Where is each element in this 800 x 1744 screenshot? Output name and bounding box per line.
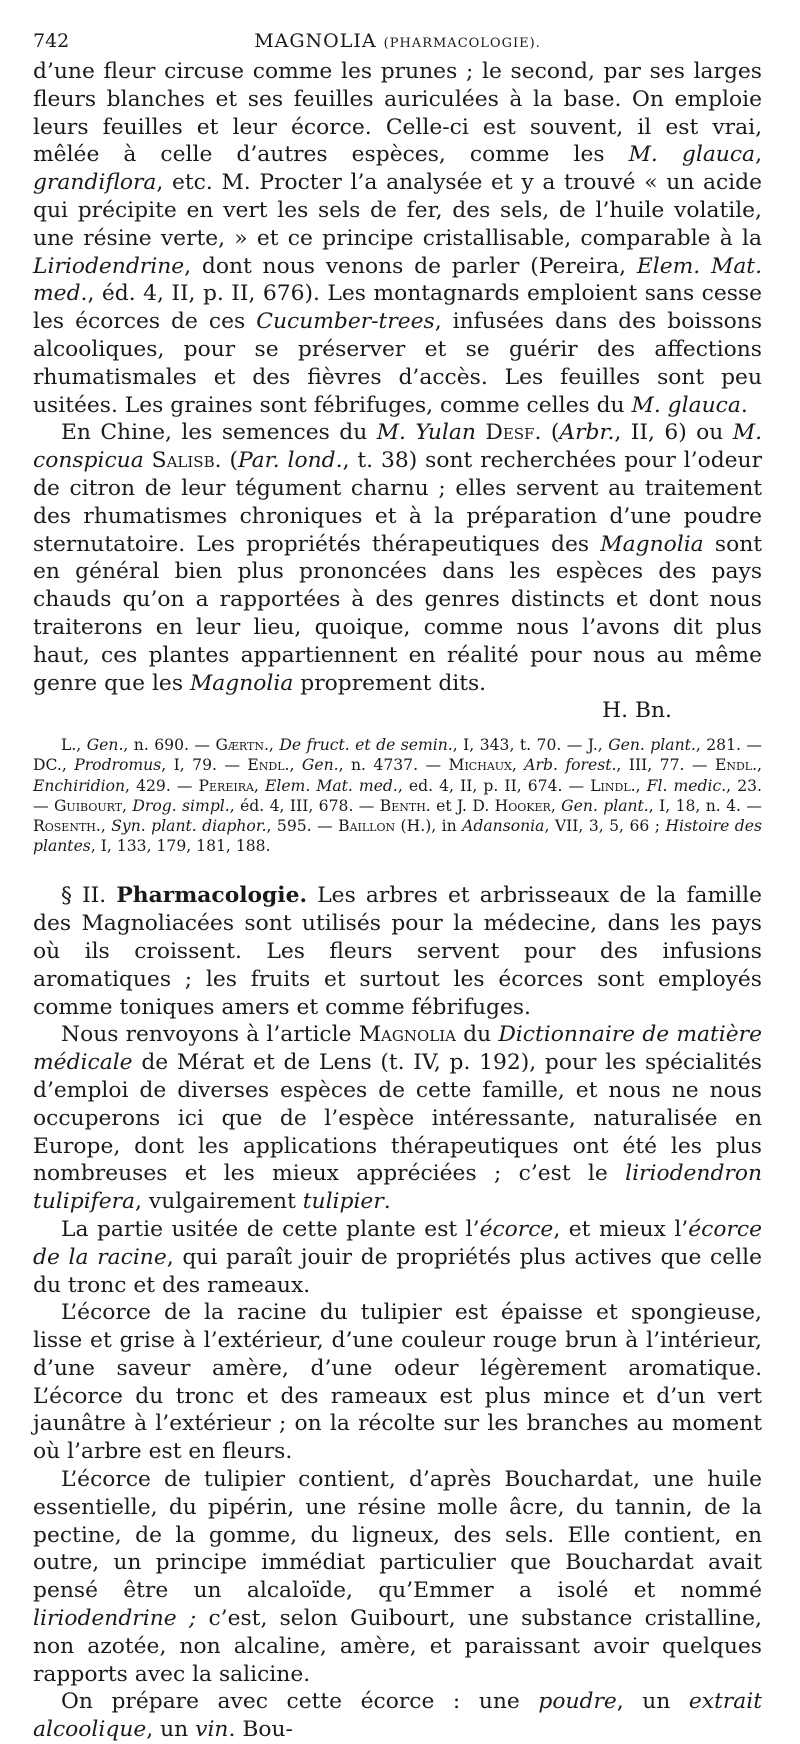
references-text: L., Gen., n. 690. — Gærtn., De fruct. et de semin., I, 343, t. 70. — J., Gen. plant., 281. — DC., Prodromus, I, 79. — Endl., Gen., n. 4737. — Michaux, Arb. forest., III, 77. — Endl., Enchiridion, 429. — Pereira, Elem. Mat. med., ed. 4, II, p. II, 674. — Lindl., Fl. medic., 23. — Guibourt, Drog. simpl., éd. 4, III, 678. — Benth. et J. D. Hooker, Gen. plant., I, 18, n. 4. — Rosenth., Syn. plant. diaphor., 595. — Baillon (H.), in Adansonia, VII, 3, 5, 66 ; Histoire des plantes, I, 133, 179, 181, 188.	[33, 736, 762, 856]
bibliography-references	[33, 735, 762, 856]
running-title-sub: (PHARMACOLOGIE).	[383, 36, 541, 51]
author-signature: H. Bn.	[602, 698, 672, 724]
paragraph-renvoi-merat: Nous renvoyons à l’article Magnolia du Dictionnaire de matière médicale de Mérat et de Lens (t. IV, p. 192), pour les spécialités d’emploi de diverses espèces de cette famille, et nous ne nous occuperons ici que de l’espèce intéressante, naturalisée en Europe, dont les applications thérapeutiques ont été les plus nombreuses et les mieux appréciées ; c’est le liriodendron tulipifera, vulgairement tulipier.	[33, 1022, 762, 1215]
paragraph-composition: L’écorce de tulipier contient, d’après Bouchardat, une huile essentielle, du pipérin, une résine molle âcre, du tannin, de la pectine, de la gomme, du ligneux, des sels. Elle contient, en outre, un principe immédiat particulier que Bouchardat avait pensé être un alcaloïde, qu’Emmer a isolé et nommé liriodendrine ; c’est, selon Guibourt, une substance cristalline, non azotée, non alcaline, amère, et paraissant avoir quelques rapports avec la salicine.	[33, 1467, 762, 1687]
paragraph-cucumber-trees: d’une fleur circuse comme les prunes ; le second, par ses larges fleurs blanches et ses feuilles auriculées à la base. On emploie leurs feuilles et leur écorce. Celle-ci est souvent, il est vrai, mêlée à celle d’autres espèces, comme les M. glauca, grandiflora, etc. M. Procter l’a analysée et y a trouvé « un acide qui précipite en vert les sels de fer, des sels, de l’huile volatile, une résine verte, » et ce principe cristallisable, comparable à la Liriodendrine, dont nous venons de parler (Pereira, Elem. Mat. med., éd. 4, II, p. II, 676). Les montagnards emploient sans cesse les écorces de ces Cucumber-trees, infusées dans des boissons alcooliques, pour se préserver et se guérir des affections rhumatismales et des fièvres d’accès. Les feuilles sont peu usitées. Les graines sont fébrifuges, comme celles du M. glauca.	[33, 59, 763, 418]
running-title-main: MAGNOLIA	[254, 30, 377, 52]
paragraph-chine: En Chine, les semences du M. Yulan Desf. (Arbr., II, 6) ou M. conspicua Salisb. (Par. lond., t. 38) sont recherchées pour l’odeur de citron de leur tégument charnu ; elles servent au traitement des rhumatismes chroniques et à la préparation d’une poudre sternutatoire. Les propriétés thérapeutiques des Magnolia sont en général bien plus prononcées dans les espèces des pays chauds qu’on a rapportées à des genres distincts et dont nous traiterons en leur lieu, quoique, comme nous l’avons dit plus haut, ces plantes appartiennent en réalité pour nous au même genre que les Magnolia proprement dits.	[33, 420, 763, 696]
paragraph-preparations: On prépare avec cette écorce : une poudre, un extrait alcoolique, un vin. Bou-	[33, 1689, 762, 1743]
running-header	[33, 30, 762, 58]
paragraph-pharmacologie-intro: § II. Pharmacologie. Les arbres et arbrisseaux de la famille des Magnoliacées sont utilisés pour la médecine, dans les pays où ils croissent. Les fleurs servent pour des infusions aromatiques ; les fruits et surtout les écorces sont employés comme toniques amers et comme fébrifuges.	[33, 883, 763, 1020]
paragraph-ecorce-description: L’écorce de la racine du tulipier est épaisse et spongieuse, lisse et grise à l’extérieur, d’une couleur rouge brun à l’intérieur, d’une saveur amère, d’une odeur légèrement aromatique. L’écorce du tronc et des rameaux est plus mince et d’un vert jaunâtre à l’extérieur ; on la récolte sur les branches au moment où l’arbre est en fleurs.	[33, 1300, 762, 1465]
page-number: 742	[33, 30, 70, 52]
section-pharmacologie	[33, 882, 762, 1744]
running-title	[33, 30, 762, 52]
paragraph-partie-usitee: La partie usitée de cette plante est l’écorce, et mieux l’écorce de la racine, qui paraît jouir de propriétés plus actives que celle du tronc et des rameaux.	[33, 1216, 762, 1298]
